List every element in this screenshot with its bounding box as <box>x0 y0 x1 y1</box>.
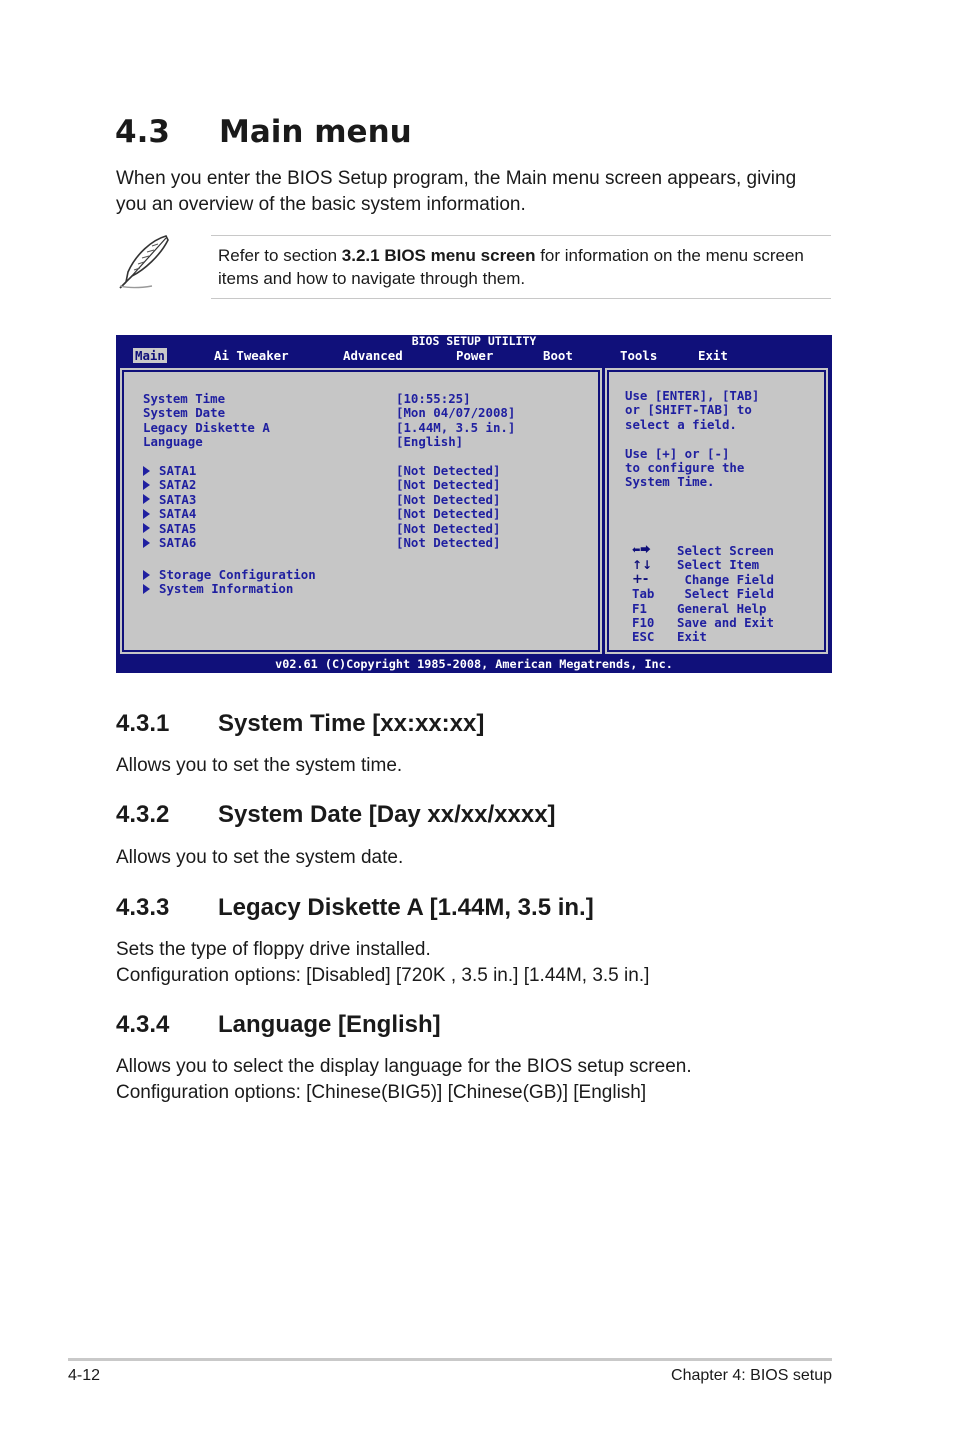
bios-item-sata6[interactable] <box>143 536 196 550</box>
help-line: System Time. <box>625 474 715 490</box>
sata-value: [Not Detected] <box>396 506 501 522</box>
left-right-arrow-icon: ⬅⮕ <box>632 545 651 556</box>
bios-item-sata5[interactable] <box>143 522 196 536</box>
key-name: F1 <box>632 600 647 616</box>
bios-value-legacy-diskette: [1.44M, 3.5 in.] <box>396 419 516 435</box>
intro-line-2: you an overview of the basic system information. <box>116 194 526 215</box>
bios-value-system-time: [10:55:25] <box>396 391 471 406</box>
bios-copyright: v02.61 (C)Copyright 1985-2008, American Megatrends, Inc. <box>275 657 673 671</box>
note-reference: 3.2.1 BIOS menu screen <box>341 246 536 265</box>
sata-label: SATA6 <box>159 535 197 551</box>
bios-submenu-list <box>143 568 316 597</box>
bios-item-sata1[interactable] <box>143 464 196 478</box>
bios-item-system-information[interactable] <box>143 582 316 596</box>
section-title: System Date [Day xx/xx/xxxx] <box>218 801 556 828</box>
sata-value: [Not Detected] <box>396 520 501 536</box>
sata-value: [Not Detected] <box>396 477 501 493</box>
sata-label: SATA4 <box>159 506 197 522</box>
sata-label: SATA3 <box>159 491 197 507</box>
section-title: Legacy Diskette A [1.44M, 3.5 in.] <box>218 894 594 921</box>
key-desc: Exit <box>677 629 707 645</box>
bios-tab-ai-tweaker[interactable]: Ai Tweaker <box>214 348 289 363</box>
bios-main-panel <box>118 366 604 656</box>
note-prefix: Refer to section <box>218 246 342 265</box>
bios-item-sata4[interactable] <box>143 507 196 521</box>
submenu-arrow-icon <box>143 480 150 490</box>
section-heading-language <box>116 1011 441 1039</box>
note-bottom-rule <box>211 298 831 299</box>
section-heading-system-time <box>116 710 484 738</box>
section-text: Configuration options: [Disabled] [720K , 3.5 in.] [1.44M, 3.5 in.] <box>116 965 650 986</box>
help-line: Use [ENTER], [TAB] <box>625 388 760 403</box>
bios-sata-list <box>143 464 196 550</box>
submenu-label: Storage Configuration <box>159 567 316 582</box>
bios-sata-values <box>396 464 500 550</box>
section-number: 4.3.3 <box>116 894 170 921</box>
submenu-label: System Information <box>159 581 294 597</box>
section-title: System Time [xx:xx:xx] <box>218 710 485 737</box>
bios-title: BIOS SETUP UTILITY <box>411 334 537 348</box>
sata-value: [Not Detected] <box>396 491 501 507</box>
submenu-arrow-icon <box>143 570 150 580</box>
submenu-arrow-icon <box>143 466 150 476</box>
sata-value: [Not Detected] <box>396 463 501 478</box>
note-top-rule <box>211 235 831 236</box>
bios-item-sata3[interactable] <box>143 493 196 507</box>
intro-line-1: When you enter the BIOS Setup program, the Main menu screen appears, giving <box>116 168 797 189</box>
section-heading-legacy-diskette <box>116 894 594 922</box>
note-text <box>218 244 804 290</box>
help-line: or [SHIFT-TAB] to <box>625 402 752 418</box>
submenu-arrow-icon <box>143 523 150 533</box>
plus-minus-icon: +- <box>632 571 649 587</box>
submenu-arrow-icon <box>143 509 150 519</box>
sata-label: SATA1 <box>159 463 197 478</box>
sata-label: SATA5 <box>159 520 197 536</box>
bios-help-text <box>625 389 759 490</box>
bios-menu-bar <box>116 348 832 364</box>
section-number: 4.3.2 <box>116 801 170 828</box>
key-desc: General Help <box>677 600 767 616</box>
bios-tab-main[interactable]: Main <box>135 348 165 363</box>
key-desc: Select Field <box>677 586 774 602</box>
key-name: Tab <box>632 586 655 602</box>
bios-help-panel <box>603 366 830 656</box>
bios-tab-boot[interactable]: Boot <box>543 348 573 363</box>
page-number: 4-12 <box>68 1367 101 1384</box>
key-name: F10 <box>632 614 655 630</box>
section-text: Configuration options: [Chinese(BIG5)] [Chinese(GB)] [English] <box>116 1082 647 1103</box>
bios-item-values <box>396 392 515 450</box>
section-text: Allows you to select the display language for the BIOS setup screen. <box>116 1056 692 1077</box>
key-desc: Select Item <box>677 557 760 573</box>
bios-item-language[interactable]: Language <box>143 434 203 450</box>
footer-rule <box>68 1358 832 1361</box>
bios-tab-power[interactable]: Power <box>456 348 494 363</box>
key-desc: Change Field <box>677 571 774 587</box>
bios-item-system-date[interactable]: System Date <box>143 405 226 421</box>
section-text: Sets the type of floppy drive installed. <box>116 939 431 960</box>
submenu-arrow-icon <box>143 584 150 594</box>
help-line <box>625 432 759 446</box>
feather-pen-icon <box>114 232 174 292</box>
help-line: Use [+] or [-] <box>625 445 730 461</box>
bios-item-system-time[interactable]: System Time <box>143 391 226 406</box>
key-desc: Save and Exit <box>677 614 774 630</box>
note-line-2: items and how to navigate through them. <box>218 269 526 288</box>
section-number: 4.3.1 <box>116 710 170 737</box>
page-title <box>115 114 412 150</box>
bios-item-storage-configuration[interactable] <box>143 568 316 582</box>
note-suffix: for information on the menu screen <box>535 246 804 265</box>
section-text: Allows you to set the system time. <box>116 755 403 776</box>
bios-tab-tools[interactable]: Tools <box>620 348 658 363</box>
bios-item-labels <box>143 392 270 450</box>
sata-value: [Not Detected] <box>396 535 501 551</box>
section-heading-system-date <box>116 801 556 829</box>
section-title: Language [English] <box>218 1011 441 1038</box>
help-line: select a field. <box>625 416 737 432</box>
bios-item-sata2[interactable] <box>143 478 196 492</box>
bios-screenshot <box>116 335 832 673</box>
bios-value-system-date: [Mon 04/07/2008] <box>396 405 516 421</box>
key-desc: Select Screen <box>677 543 774 558</box>
sata-label: SATA2 <box>159 477 197 493</box>
chapter-label: Chapter 4: BIOS setup <box>671 1367 832 1384</box>
section-number: 4.3.4 <box>116 1011 170 1038</box>
submenu-arrow-icon <box>143 538 150 548</box>
bios-tab-exit[interactable]: Exit <box>698 348 728 363</box>
section-title: Main menu <box>219 114 412 150</box>
bios-value-language: [English] <box>396 434 464 450</box>
bios-tab-advanced[interactable]: Advanced <box>343 348 403 363</box>
bios-item-legacy-diskette[interactable]: Legacy Diskette A <box>143 419 270 435</box>
section-text: Allows you to set the system date. <box>116 847 404 868</box>
help-line: to configure the <box>625 460 745 476</box>
key-name: ESC <box>632 629 655 645</box>
section-number: 4.3 <box>115 114 170 150</box>
up-down-arrow-icon: ↑↓ <box>632 558 653 573</box>
submenu-arrow-icon <box>143 494 150 504</box>
